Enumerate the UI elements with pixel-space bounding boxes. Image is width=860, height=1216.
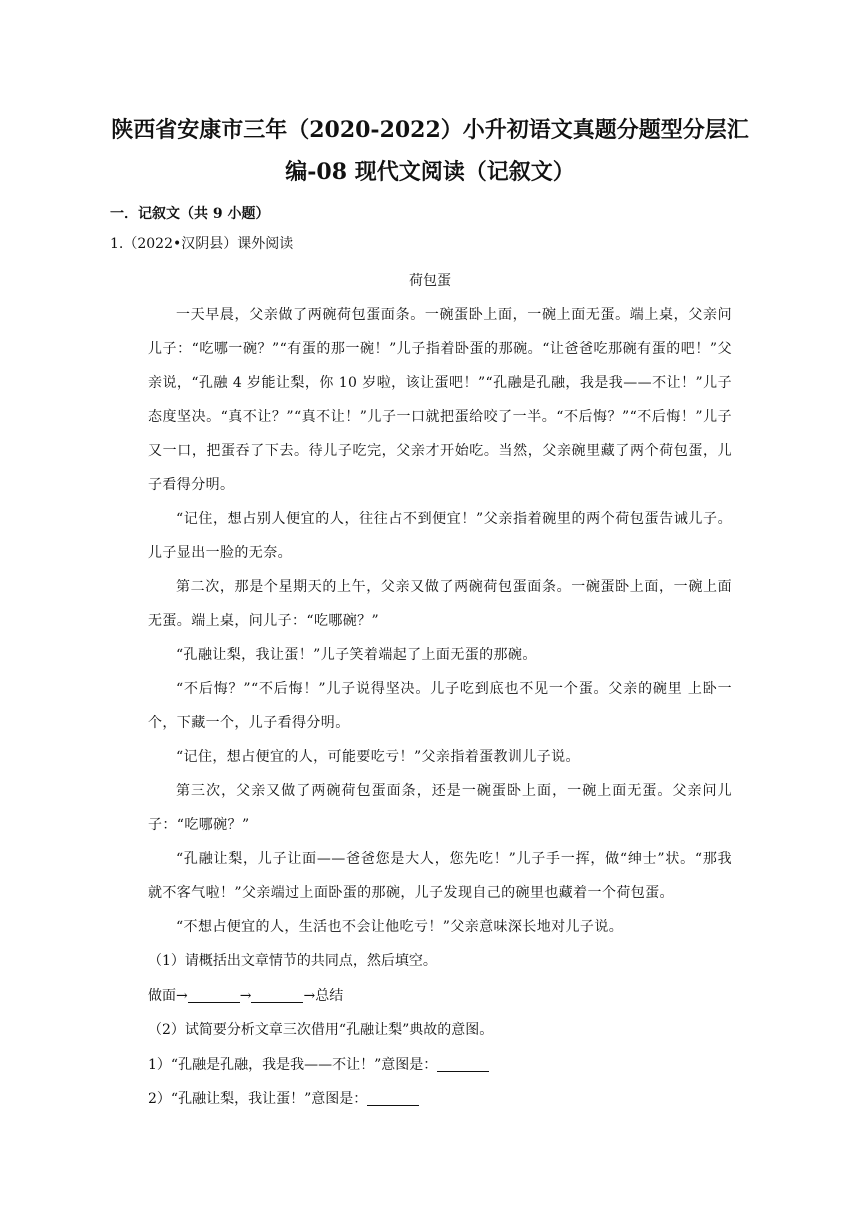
answer-blank-2[interactable] bbox=[251, 988, 303, 1003]
story-paragraph-9: “不想占便宜的人，生活也不会让他吃亏！”父亲意味深长地对儿子说。 bbox=[176, 919, 624, 935]
question-header: 1.（2022•汉阴县）课外阅读 bbox=[110, 236, 294, 252]
answer-blank-4[interactable] bbox=[367, 1091, 419, 1106]
question-2-item-2-text: 2）“孔融让梨，我让蛋！”意图是： bbox=[148, 1091, 368, 1107]
question-2-item-1 bbox=[148, 1055, 489, 1075]
fill-arrow-label: → bbox=[239, 988, 252, 1004]
story-paragraph-6: “记住，想占便宜的人，可能要吃亏！”父亲指着蛋教训儿子说。 bbox=[176, 749, 580, 765]
story-paragraph-3: 第二次，那是个星期天的上午，父亲又做了两碗荷包蛋面条。一碗蛋卧上面，一碗上面无蛋。端上桌，问儿子：“吃哪碗？” bbox=[148, 579, 732, 629]
story-paragraph-5: “不后悔？”“不后悔！”儿子说得坚决。儿子吃到底也不见一个蛋。父亲的碗里 上卧一个，下藏一个，儿子看得分明。 bbox=[148, 681, 732, 731]
question-1-fill-line bbox=[148, 986, 343, 1006]
question-1-prompt: （1）请概括出文章情节的共同点，然后填空。 bbox=[148, 953, 437, 969]
story-paragraph-2: “记住，想占别人便宜的人，往往占不到便宜！”父亲指着碗里的两个荷包蛋告诫儿子。儿子显出一脸的无奈。 bbox=[148, 511, 732, 561]
question-2-item-2 bbox=[148, 1089, 419, 1109]
question-2-item-1-text: 1）“孔融是孔融，我是我——不让！”意图是： bbox=[148, 1057, 438, 1073]
story-title: 荷包蛋 bbox=[409, 273, 451, 289]
document-title-line-2: 编-08 现代文阅读（记叙文） bbox=[285, 159, 575, 185]
question-2-prompt: （2）试简要分析文章三次借用“孔融让梨”典故的意图。 bbox=[148, 1022, 494, 1038]
story-paragraph-7: 第三次，父亲又做了两碗荷包蛋面条，还是一碗蛋卧上面，一碗上面无蛋。父亲问儿子：“吃哪碗？” bbox=[148, 783, 732, 833]
fill-end-label: →总结 bbox=[303, 988, 344, 1004]
story-paragraph-4: “孔融让梨，我让蛋！”儿子笑着端起了上面无蛋的那碗。 bbox=[176, 647, 537, 663]
answer-blank-3[interactable] bbox=[437, 1057, 489, 1072]
story-paragraph-8: “孔融让梨，儿子让面——爸爸您是大人，您先吃！”儿子手一挥，做“绅士”状。“那我就不客气啦！”父亲端过上面卧蛋的那碗，儿子发现自己的碗里也藏着一个荷包蛋。 bbox=[148, 851, 732, 901]
story-paragraph-1: 一天早晨，父亲做了两碗荷包蛋面条。一碗蛋卧上面，一碗上面无蛋。端上桌，父亲问儿子：“吃哪一碗？”“有蛋的那一碗！”儿子指着卧蛋的那碗。“让爸爸吃那碗有蛋的吧！”父亲说，“孔融 4 岁能让梨，你 10 岁啦，该让蛋吧！”“孔融是孔融，我是我——不让！”儿子 态度坚决。“真不让？”“真不让！”儿子一口就把蛋给咬了一半。“不后悔？”“不后悔！”儿子又一口，把蛋吞了下去。待儿子吃完，父亲才开始吃。当然，父亲碗里藏了两个荷包蛋，儿子看得分明。 bbox=[148, 307, 732, 493]
answer-blank-1[interactable] bbox=[188, 988, 240, 1003]
document-title-line-1: 陕西省安康市三年（2020-2022）小升初语文真题分题型分层汇 bbox=[111, 117, 749, 143]
section-heading: 一．记叙文（共 9 小题） bbox=[110, 206, 270, 222]
fill-start-label: 做面→ bbox=[148, 988, 188, 1004]
